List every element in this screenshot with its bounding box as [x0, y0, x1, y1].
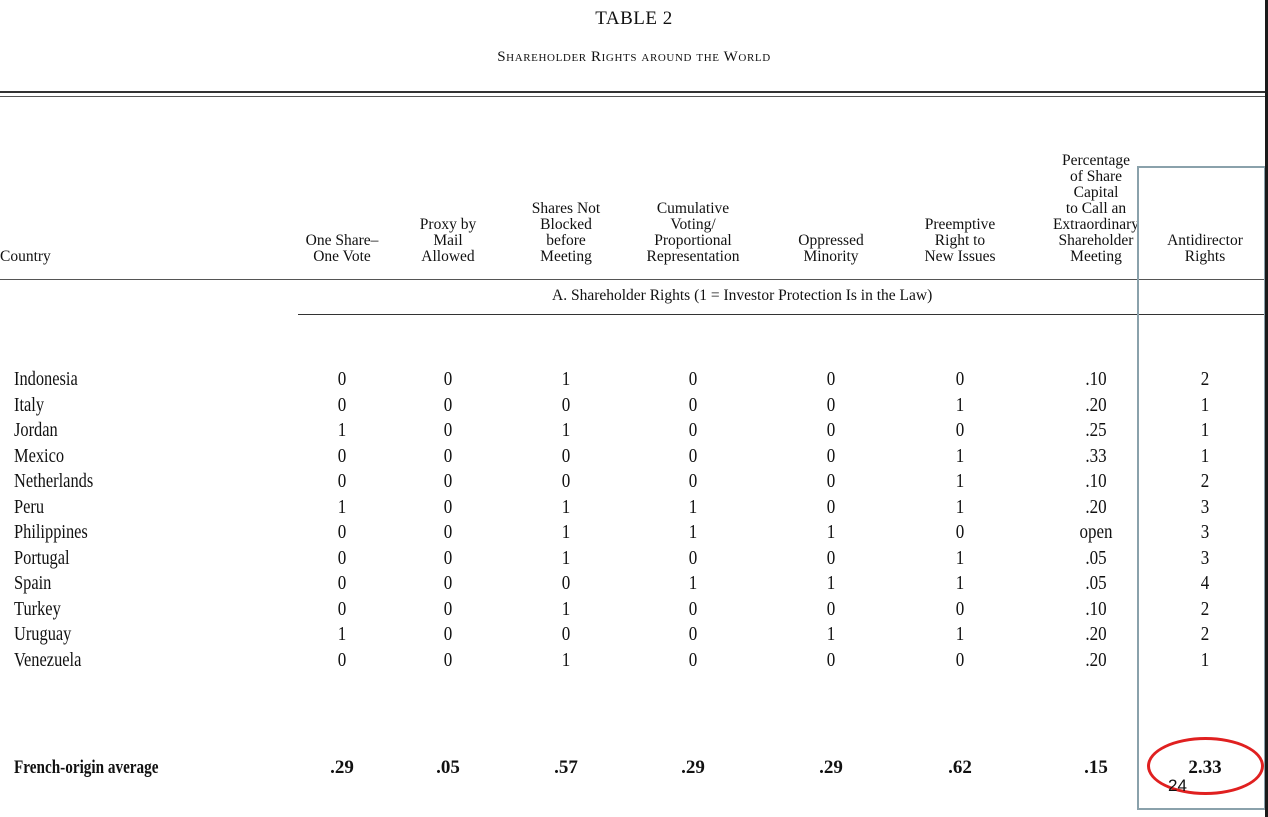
- column-header-one-share-one-vote-line: One Share–: [305, 232, 379, 249]
- cell-proxy-by-mail: 0: [443, 470, 453, 492]
- cell-antidirector-rights: 3: [1200, 547, 1210, 569]
- table-title: TABLE 2: [595, 8, 673, 29]
- cell-capital-to-call-meeting: .15: [1084, 757, 1108, 778]
- column-header-shares-not-blocked-line: Blocked: [540, 216, 592, 233]
- cell-oppressed-minority: 0: [826, 598, 836, 620]
- cell-antidirector-rights: 4: [1200, 572, 1210, 594]
- column-header-capital-to-call-meeting-line: to Call an: [1065, 200, 1127, 217]
- cell-antidirector-rights: 1: [1200, 445, 1210, 467]
- cell-cumulative-voting: 0: [688, 394, 698, 416]
- cell-capital-to-call-meeting: .33: [1085, 445, 1107, 467]
- cell-shares-not-blocked: 0: [561, 445, 571, 467]
- cell-one-share-one-vote: 0: [337, 598, 347, 620]
- table-row: [0, 598, 1268, 623]
- cell-capital-to-call-meeting: .20: [1085, 496, 1107, 518]
- column-header-proxy-by-mail-line: Allowed: [421, 248, 475, 265]
- header-rule: [0, 279, 1268, 280]
- cell-shares-not-blocked: 1: [561, 649, 571, 671]
- cell-cumulative-voting: 0: [688, 445, 698, 467]
- cell-preemptive-right: 1: [955, 445, 965, 467]
- column-header-one-share-one-vote-line: One Vote: [313, 248, 371, 265]
- panel-rule: [298, 314, 1268, 315]
- country-name: Italy: [14, 394, 45, 416]
- cell-oppressed-minority: 0: [826, 649, 836, 671]
- country-name: Philippines: [14, 521, 88, 543]
- cell-capital-to-call-meeting: .05: [1085, 572, 1107, 594]
- cell-antidirector-rights: 3: [1200, 521, 1210, 543]
- cell-antidirector-rights: 2: [1200, 470, 1210, 492]
- cell-preemptive-right: 1: [955, 470, 965, 492]
- cell-one-share-one-vote: 0: [337, 547, 347, 569]
- cell-shares-not-blocked: 0: [561, 623, 571, 645]
- cell-shares-not-blocked: 0: [561, 572, 571, 594]
- cell-capital-to-call-meeting: open: [1079, 521, 1113, 543]
- cell-capital-to-call-meeting: .10: [1085, 598, 1107, 620]
- cell-antidirector-rights: 1: [1200, 394, 1210, 416]
- cell-preemptive-right: 1: [955, 572, 965, 594]
- cell-preemptive-right: 1: [955, 547, 965, 569]
- column-header-capital-to-call-meeting-line: Shareholder: [1058, 232, 1134, 249]
- cell-cumulative-voting: 0: [688, 470, 698, 492]
- cell-oppressed-minority: 0: [826, 445, 836, 467]
- cell-shares-not-blocked: 1: [561, 598, 571, 620]
- column-header-antidirector-rights-line: Rights: [1184, 248, 1226, 265]
- cell-proxy-by-mail: 0: [443, 445, 453, 467]
- cell-proxy-by-mail: 0: [443, 547, 453, 569]
- cell-cumulative-voting: 0: [688, 623, 698, 645]
- cell-shares-not-blocked: 0: [561, 394, 571, 416]
- column-header-proxy-by-mail-line: Mail: [433, 232, 463, 249]
- top-rule: [0, 91, 1268, 93]
- table-row: [0, 470, 1268, 495]
- cell-capital-to-call-meeting: .20: [1085, 394, 1107, 416]
- cell-proxy-by-mail: .05: [436, 757, 460, 778]
- average-row: [0, 757, 1268, 782]
- cell-preemptive-right: 1: [955, 394, 965, 416]
- table-row: [0, 368, 1268, 393]
- cell-oppressed-minority: 1: [826, 572, 836, 594]
- country-name: Venezuela: [14, 649, 82, 671]
- country-name: Mexico: [14, 445, 65, 467]
- table-row: [0, 547, 1268, 572]
- cell-antidirector-rights: 2.33: [1188, 757, 1222, 778]
- column-header-shares-not-blocked-line: before: [546, 232, 586, 249]
- cell-one-share-one-vote: 0: [337, 445, 347, 467]
- cell-oppressed-minority: 0: [826, 547, 836, 569]
- country-name: Netherlands: [14, 470, 94, 492]
- cell-one-share-one-vote: 0: [337, 470, 347, 492]
- column-header-capital-to-call-meeting-line: Extraordinary: [1052, 216, 1140, 233]
- cell-preemptive-right: 0: [955, 598, 965, 620]
- country-name: Portugal: [14, 547, 70, 569]
- cell-capital-to-call-meeting: .20: [1085, 623, 1107, 645]
- column-header-capital-to-call-meeting-line: Percentage: [1062, 152, 1130, 169]
- column-header-capital-to-call-meeting-line: Meeting: [1070, 248, 1122, 265]
- cell-oppressed-minority: .29: [819, 757, 843, 778]
- cell-oppressed-minority: 0: [826, 394, 836, 416]
- top-rule-thin: [0, 96, 1268, 97]
- country-name: Indonesia: [14, 368, 78, 390]
- column-header-oppressed-minority-line: Minority: [803, 248, 859, 265]
- column-header-cumulative-voting-line: Representation: [646, 248, 740, 265]
- cell-shares-not-blocked: 1: [561, 368, 571, 390]
- cell-cumulative-voting: 0: [688, 368, 698, 390]
- cell-one-share-one-vote: .29: [330, 757, 354, 778]
- cell-oppressed-minority: 0: [826, 470, 836, 492]
- cell-proxy-by-mail: 0: [443, 572, 453, 594]
- cell-preemptive-right: 1: [955, 623, 965, 645]
- column-header-proxy-by-mail-line: Proxy by: [419, 216, 477, 233]
- table-row: [0, 572, 1268, 597]
- column-header-shares-not-blocked-line: Shares Not: [531, 200, 601, 217]
- column-header-cumulative-voting-line: Voting/: [670, 216, 716, 233]
- cell-oppressed-minority: 1: [826, 623, 836, 645]
- cell-antidirector-rights: 3: [1200, 496, 1210, 518]
- country-name: Peru: [14, 496, 45, 518]
- antidirector-highlight-box: [1137, 166, 1266, 810]
- cell-shares-not-blocked: 1: [561, 496, 571, 518]
- column-header-preemptive-right-line: Preemptive: [924, 216, 996, 233]
- cell-shares-not-blocked: 1: [561, 419, 571, 441]
- average-highlight-ellipse: [1147, 737, 1264, 795]
- cell-proxy-by-mail: 0: [443, 496, 453, 518]
- cell-antidirector-rights: 2: [1200, 623, 1210, 645]
- cell-preemptive-right: .62: [948, 757, 972, 778]
- cell-proxy-by-mail: 0: [443, 623, 453, 645]
- column-header-oppressed-minority-line: Oppressed: [798, 232, 864, 249]
- column-header-cumulative-voting-line: Cumulative: [656, 200, 730, 217]
- column-header-capital-to-call-meeting-line: of Share: [1069, 168, 1123, 185]
- cell-cumulative-voting: 1: [688, 496, 698, 518]
- cell-antidirector-rights: 2: [1200, 598, 1210, 620]
- column-header-country-line: Country: [0, 248, 51, 265]
- country-name: Spain: [14, 572, 52, 594]
- panel-label: A. Shareholder Rights (1 = Investor Protection Is in the Law): [552, 287, 933, 304]
- page-number: 24: [1168, 776, 1187, 795]
- cell-proxy-by-mail: 0: [443, 419, 453, 441]
- cell-antidirector-rights: 1: [1200, 419, 1210, 441]
- cell-shares-not-blocked: .57: [554, 757, 578, 778]
- cell-proxy-by-mail: 0: [443, 649, 453, 671]
- column-header-preemptive-right-line: Right to: [934, 232, 986, 249]
- cell-oppressed-minority: 1: [826, 521, 836, 543]
- table-row: [0, 445, 1268, 470]
- cell-one-share-one-vote: 0: [337, 368, 347, 390]
- cell-oppressed-minority: 0: [826, 496, 836, 518]
- country-name: Turkey: [14, 598, 61, 620]
- cell-preemptive-right: 0: [955, 521, 965, 543]
- cell-cumulative-voting: 0: [688, 419, 698, 441]
- column-header-antidirector-rights-line: Antidirector: [1167, 232, 1243, 249]
- cell-cumulative-voting: 0: [688, 547, 698, 569]
- column-header-capital-to-call-meeting-line: Capital: [1073, 184, 1119, 201]
- cell-oppressed-minority: 0: [826, 368, 836, 390]
- cell-one-share-one-vote: 0: [337, 521, 347, 543]
- cell-oppressed-minority: 0: [826, 419, 836, 441]
- cell-preemptive-right: 1: [955, 496, 965, 518]
- table-row: [0, 496, 1268, 521]
- cell-capital-to-call-meeting: .10: [1085, 470, 1107, 492]
- country-name: Uruguay: [14, 623, 72, 645]
- cell-capital-to-call-meeting: .25: [1085, 419, 1107, 441]
- cell-cumulative-voting: 0: [688, 649, 698, 671]
- cell-capital-to-call-meeting: .20: [1085, 649, 1107, 671]
- cell-proxy-by-mail: 0: [443, 368, 453, 390]
- table-row: [0, 649, 1268, 674]
- cell-capital-to-call-meeting: .05: [1085, 547, 1107, 569]
- cell-one-share-one-vote: 1: [337, 419, 347, 441]
- table-row: [0, 394, 1268, 419]
- country-name: Jordan: [14, 419, 58, 441]
- cell-cumulative-voting: 0: [688, 598, 698, 620]
- cell-one-share-one-vote: 0: [337, 394, 347, 416]
- cell-preemptive-right: 0: [955, 419, 965, 441]
- column-header-cumulative-voting-line: Proportional: [654, 232, 732, 249]
- average-label: French-origin average: [14, 757, 159, 778]
- cell-shares-not-blocked: 0: [561, 470, 571, 492]
- cell-proxy-by-mail: 0: [443, 521, 453, 543]
- cell-capital-to-call-meeting: .10: [1085, 368, 1107, 390]
- cell-shares-not-blocked: 1: [561, 547, 571, 569]
- cell-one-share-one-vote: 0: [337, 649, 347, 671]
- table-row: [0, 419, 1268, 444]
- cell-proxy-by-mail: 0: [443, 394, 453, 416]
- cell-antidirector-rights: 2: [1200, 368, 1210, 390]
- cell-proxy-by-mail: 0: [443, 598, 453, 620]
- cell-one-share-one-vote: 1: [337, 623, 347, 645]
- table-subtitle: Shareholder Rights around the World: [497, 49, 771, 65]
- cell-preemptive-right: 0: [955, 649, 965, 671]
- cell-cumulative-voting: .29: [681, 757, 705, 778]
- cell-shares-not-blocked: 1: [561, 521, 571, 543]
- cell-antidirector-rights: 1: [1200, 649, 1210, 671]
- table-row: [0, 521, 1268, 546]
- cell-preemptive-right: 0: [955, 368, 965, 390]
- column-header-shares-not-blocked-line: Meeting: [540, 248, 592, 265]
- table-row: [0, 623, 1268, 648]
- cell-cumulative-voting: 1: [688, 521, 698, 543]
- cell-one-share-one-vote: 0: [337, 572, 347, 594]
- cell-one-share-one-vote: 1: [337, 496, 347, 518]
- cell-cumulative-voting: 1: [688, 572, 698, 594]
- column-header-preemptive-right-line: New Issues: [924, 248, 996, 265]
